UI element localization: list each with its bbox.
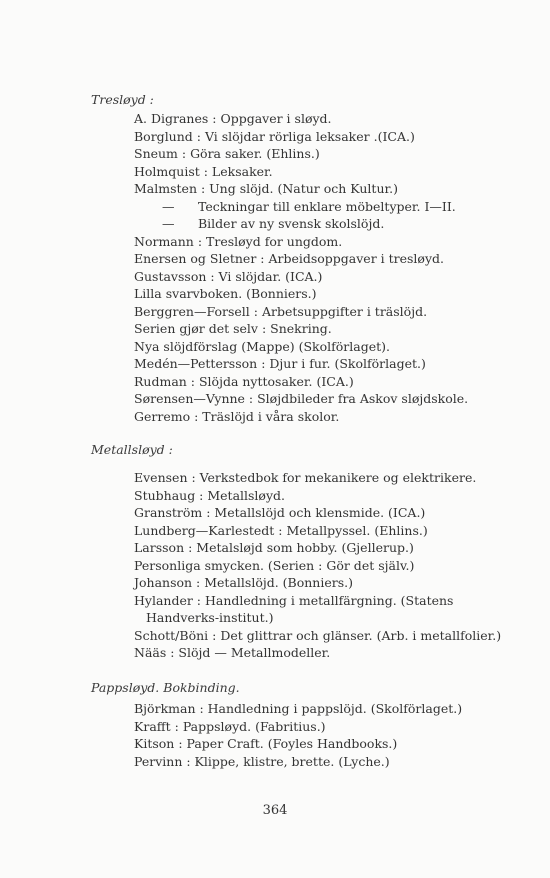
bibliography-list-treslöyd — [134, 110, 468, 425]
list-item: Holmquist : Leksaker. — [134, 163, 273, 179]
list-item: Hylander : Handledning i metallfärgning. (Statens Handverks-institut.) — [134, 592, 454, 625]
section-title-pappsloyd-bokbinding: Pappsløyd. Bokbinding. — [91, 680, 240, 695]
list-item: Stubhaug : Metallsløyd. — [134, 487, 285, 503]
list-item: Johanson : Metallslöjd. (Bonniers.) — [134, 575, 353, 590]
list-item: Rudman : Slöjda nyttosaker. (ICA.) — [134, 373, 354, 389]
entry-text: Bilder av ny svensk skolslöjd. — [198, 216, 385, 231]
list-item: Sørensen—Vynne : Sløjdbileder fra Askov sløjdskole. — [134, 391, 469, 406]
section-title-metallsloyd: Metallsløyd : — [91, 442, 173, 457]
list-item: Björkman : Handledning i pappslöjd. (Skolförlaget.) — [134, 701, 463, 716]
list-item — [134, 198, 468, 216]
list-item: Borglund : Vi slöjdar rörliga leksaker .(ICA.) — [134, 128, 415, 144]
list-item: Serien gjør det selv : Snekring. — [134, 321, 332, 336]
list-item: Enersen og Sletner : Arbeidsoppgaver i tresløyd. — [134, 251, 444, 266]
list-item: Schott/Böni : Det glittrar och glänser. (Arb. i metallfolier.) — [134, 627, 502, 643]
page-number: 364 — [262, 803, 288, 818]
list-item: Granström : Metallslöjd och klensmide. (ICA.) — [134, 505, 426, 520]
list-item: Sneum : Göra saker. (Ehlins.) — [134, 146, 320, 161]
bibliography-list-metallsloyd — [134, 469, 526, 662]
ditto-dash: — — [162, 216, 175, 231]
list-item: A. Digranes : Oppgaver i sløyd. — [134, 111, 332, 126]
list-item: Berggren—Forsell : Arbetsuppgifter i träslöjd. — [134, 303, 428, 319]
list-item: Gerremo : Träslöjd i våra skolor. — [134, 408, 340, 424]
list-item: Kitson : Paper Craft. (Foyles Handbooks.) — [134, 736, 398, 751]
list-item: Lundberg—Karlestedt : Metallpyssel. (Ehlins.) — [134, 522, 428, 538]
list-item: Lilla svarvboken. (Bonniers.) — [134, 286, 317, 301]
list-item: Larsson : Metalsløjd som hobby. (Gjellerup.) — [134, 540, 414, 555]
section-title-treslöyd: Tresløyd : — [91, 92, 154, 107]
list-item: Normann : Tresløyd for ungdom. — [134, 233, 343, 249]
list-item: Medén—Pettersson : Djur i fur. (Skolförlaget.) — [134, 356, 426, 371]
list-item: Pervinn : Klippe, klistre, brette. (Lyche.) — [134, 753, 390, 769]
list-item: Nääs : Slöjd — Metallmodeller. — [134, 645, 331, 660]
entry-text: Teckningar till enklare möbeltyper. I—II. — [198, 198, 456, 214]
list-item: Malmsten : Ung slöjd. (Natur och Kultur.) — [134, 181, 398, 196]
list-item: Nya slöjdförslag (Mappe) (Skolförlaget). — [134, 338, 390, 354]
list-item: Gustavsson : Vi slöjdar. (ICA.) — [134, 268, 323, 284]
list-item: Personliga smycken. (Serien : Gör det själv.) — [134, 557, 415, 573]
bibliography-list-pappsloyd — [134, 700, 462, 770]
list-item: Evensen : Verkstedbok for mekanikere og elektrikere. — [134, 470, 477, 485]
ditto-dash: — — [162, 198, 175, 214]
list-item: Krafft : Pappsløyd. (Fabritius.) — [134, 718, 326, 734]
list-item — [134, 215, 468, 233]
